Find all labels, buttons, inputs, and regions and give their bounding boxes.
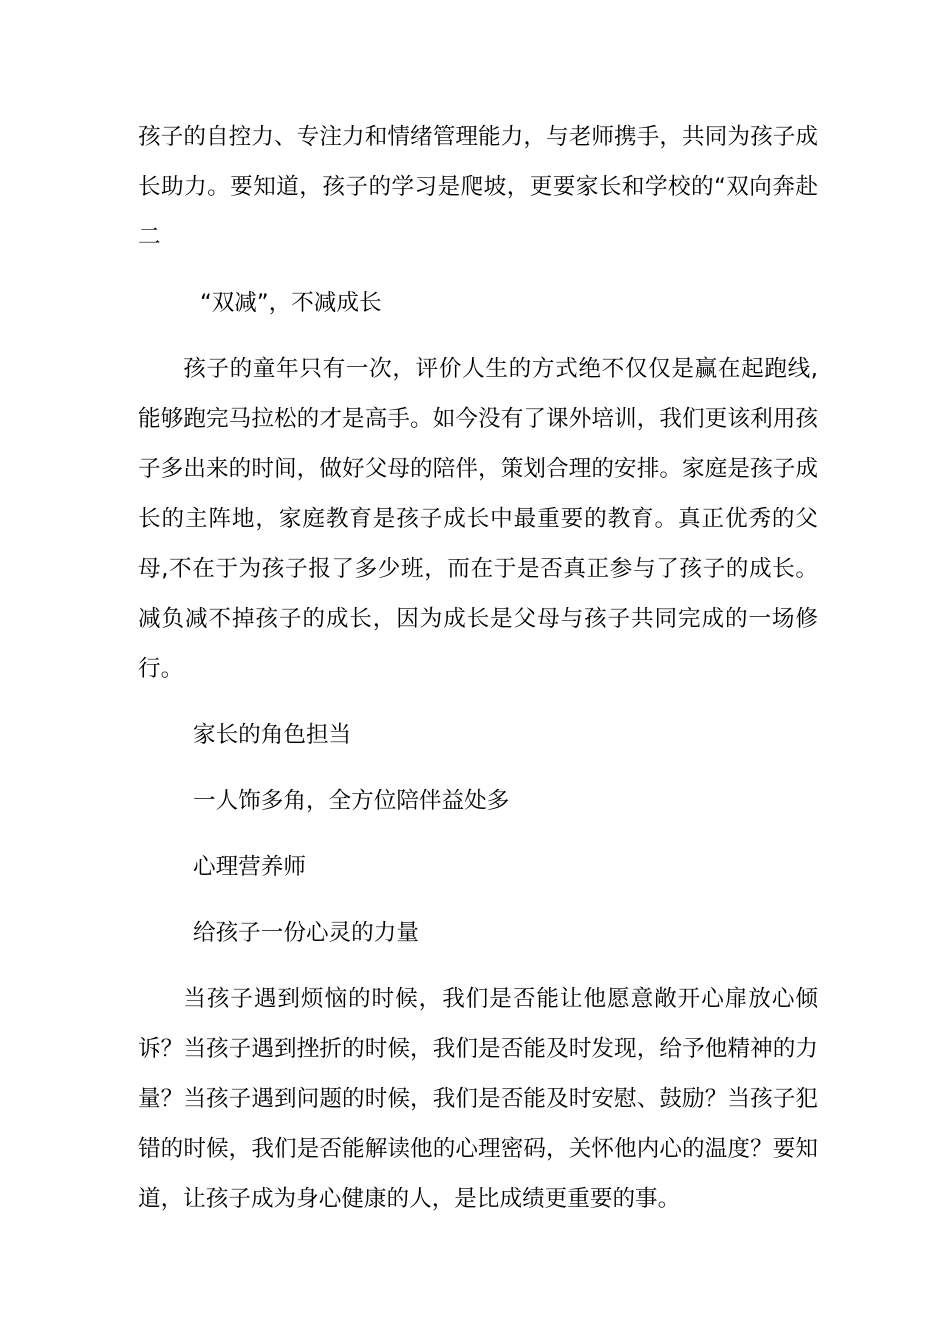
document-body <box>138 112 818 1224</box>
subheading-spiritual-strength: 给孩子一份心灵的力量 <box>193 920 419 946</box>
subheading-psych-nutritionist: 心理营养师 <box>193 854 306 880</box>
subheading-many-roles: 一人饰多角，全方位陪伴益处多 <box>193 788 510 814</box>
paragraph-childhood: 孩子的童年只有一次，评价人生的方式绝不仅仅是赢在起跑线,能够跑完马拉松的才是高手。如今没有了课外培训，我们更该利用孩子多出来的时间，做好父母的陪伴，策划合理的安排。家庭是孩子成长的主阵地，家庭教育是孩子成长中最重要的教育。真正优秀的父母,不在于为孩子报了多少班，而在于是否真正参与了孩子的成长。减负减不掉孩子的成长，因为成长是父母与孩子共同完成的一场修行。 <box>138 356 818 682</box>
paragraph-intro: 孩子的自控力、专注力和情绪管理能力，与老师携手，共同为孩子成长助力。要知道，孩子的学习是爬坡，更要家长和学校的“双向奔赴二 <box>138 124 818 250</box>
section-heading-double-reduction: “双减”，不减成长 <box>200 290 382 316</box>
paragraph-questions: 当孩子遇到烦恼的时候，我们是否能让他愿意敞开心扉放心倾诉？当孩子遇到挫折的时候，我们是否能及时发现，给予他精神的力量？当孩子遇到问题的时候，我们是否能及时安慰、鼓励？当孩子犯错的时候，我们是否能解读他的心理密码，关怀他内心的温度？要知道，让孩子成为身心健康的人，是比成绩更重要的事。 <box>138 986 818 1212</box>
section-heading-parent-role: 家长的角色担当 <box>193 722 352 748</box>
